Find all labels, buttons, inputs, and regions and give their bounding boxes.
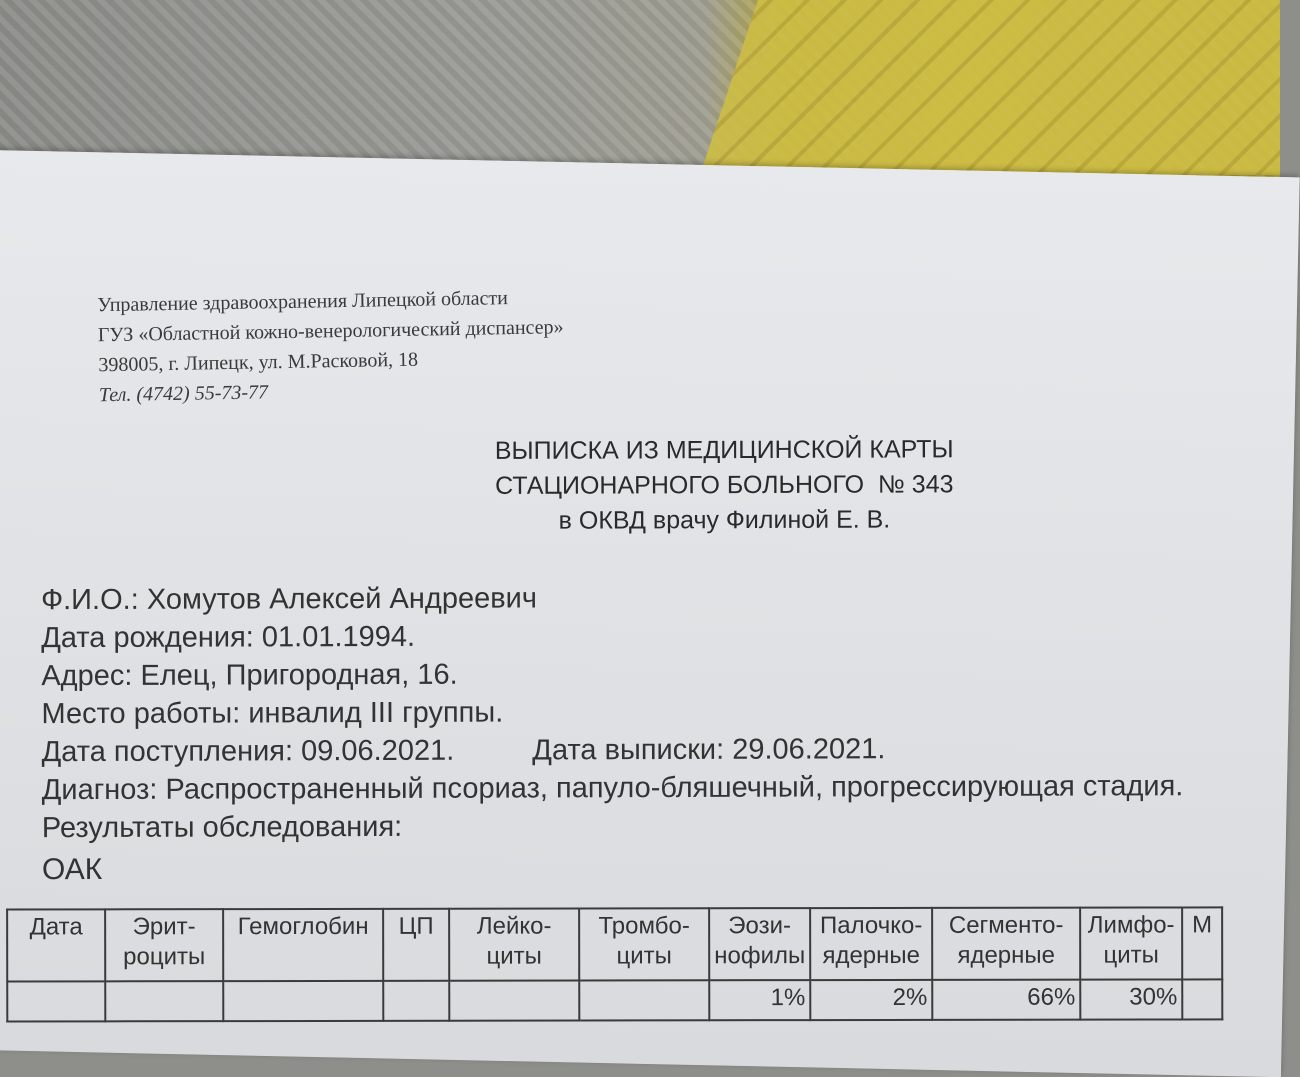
col-segmented-label2: ядерные: [937, 941, 1075, 971]
col-lymphocytes: [1080, 907, 1182, 979]
title-line2: СТАЦИОНАРНОГО БОЛЬНОГО: [495, 471, 864, 500]
patient-address: Адрес: Елец, Пригородная, 16.: [41, 653, 1183, 695]
oak-header-row: [7, 907, 1222, 981]
col-erythrocytes: [105, 909, 223, 981]
col-eosinophils-label2: нофилы: [714, 941, 805, 971]
title-line2-wrapper: [424, 467, 1024, 504]
card-number: № 343: [878, 470, 954, 498]
cell-segmented: 66%: [932, 980, 1080, 1020]
oak-label: ОАК: [42, 847, 1184, 889]
patient-workplace: Место работы: инвалид III группы.: [41, 691, 1183, 733]
col-erythrocytes-label2: роциты: [110, 942, 218, 972]
title-line3: в ОКВД врачу Филиной Е. В.: [424, 502, 1024, 539]
cell-band: 2%: [810, 980, 932, 1020]
patient-fio: Ф.И.О.: Хомутов Алексей Андреевич: [41, 577, 1183, 619]
results-label: Результаты обследования:: [42, 805, 1184, 847]
col-leukocytes-label1: Лейко-: [454, 912, 574, 942]
col-platelets: [579, 908, 709, 980]
cell-date: [7, 981, 105, 1021]
yellow-fabric-background: [700, 0, 1280, 175]
col-date-label: Дата: [12, 912, 100, 942]
cell-erythrocytes: [105, 981, 223, 1021]
table-row: [7, 979, 1222, 1021]
document-page: [0, 150, 1300, 1077]
col-eosinophils-label1: Эози-: [714, 911, 805, 941]
discharge-date: Дата выписки: 29.06.2021.: [532, 730, 885, 769]
cell-hemoglobin: [223, 981, 383, 1021]
col-date: [7, 909, 105, 981]
patient-diagnosis: Диагноз: Распространенный псориаз, папуло-бляшечный, прогрессирующая стадия.: [42, 767, 1184, 809]
col-band-label2: ядерные: [815, 941, 927, 971]
col-platelets-label2: циты: [584, 941, 704, 971]
col-color-index-label: ЦП: [388, 912, 444, 942]
col-platelets-label1: Тромбо-: [584, 911, 704, 941]
document-title: [424, 432, 1024, 539]
col-monocytes: [1182, 907, 1222, 979]
title-line1: ВЫПИСКА ИЗ МЕДИЦИНСКОЙ КАРТЫ: [424, 432, 1024, 469]
institution-line1: Управление здравоохранения Липецкой области: [97, 282, 563, 320]
col-lymphocytes-label1: Лимфо-: [1085, 910, 1177, 940]
col-eosinophils: [709, 908, 810, 980]
col-hemoglobin: [223, 909, 383, 981]
institution-address: 398005, г. Липецк, ул. М.Расковой, 18: [98, 342, 564, 380]
cell-leukocytes: [449, 981, 579, 1021]
col-color-index: [383, 909, 449, 981]
col-band-label1: Палочко-: [815, 911, 927, 941]
institution-line2: ГУЗ «Областной кожно-венерологический диспансер»: [98, 312, 564, 350]
admission-date: Дата поступления: 09.06.2021.: [42, 735, 455, 768]
col-segmented: [932, 908, 1080, 980]
col-leukocytes: [449, 909, 579, 981]
dates-row: [42, 729, 1184, 771]
col-monocytes-label: М: [1187, 910, 1217, 940]
patient-birth-date: Дата рождения: 01.01.1994.: [41, 615, 1183, 657]
patient-info: [41, 577, 1184, 889]
col-segmented-label1: Сегменто-: [937, 911, 1075, 941]
institution-phone: Тел. (4742) 55-73-77: [99, 372, 565, 410]
col-leukocytes-label2: циты: [454, 942, 574, 972]
col-hemoglobin-label: Гемоглобин: [228, 912, 378, 942]
col-erythrocytes-label1: Эрит-: [110, 912, 218, 942]
institution-header: [97, 282, 565, 410]
cell-platelets: [579, 980, 709, 1020]
col-band: [810, 908, 932, 980]
cell-color-index: [383, 981, 449, 1021]
cell-monocytes: [1182, 979, 1222, 1019]
col-lymphocytes-label2: циты: [1085, 940, 1177, 970]
cell-eosinophils: 1%: [709, 980, 810, 1020]
cell-lymphocytes: 30%: [1080, 979, 1182, 1019]
oak-table: [6, 906, 1223, 1022]
